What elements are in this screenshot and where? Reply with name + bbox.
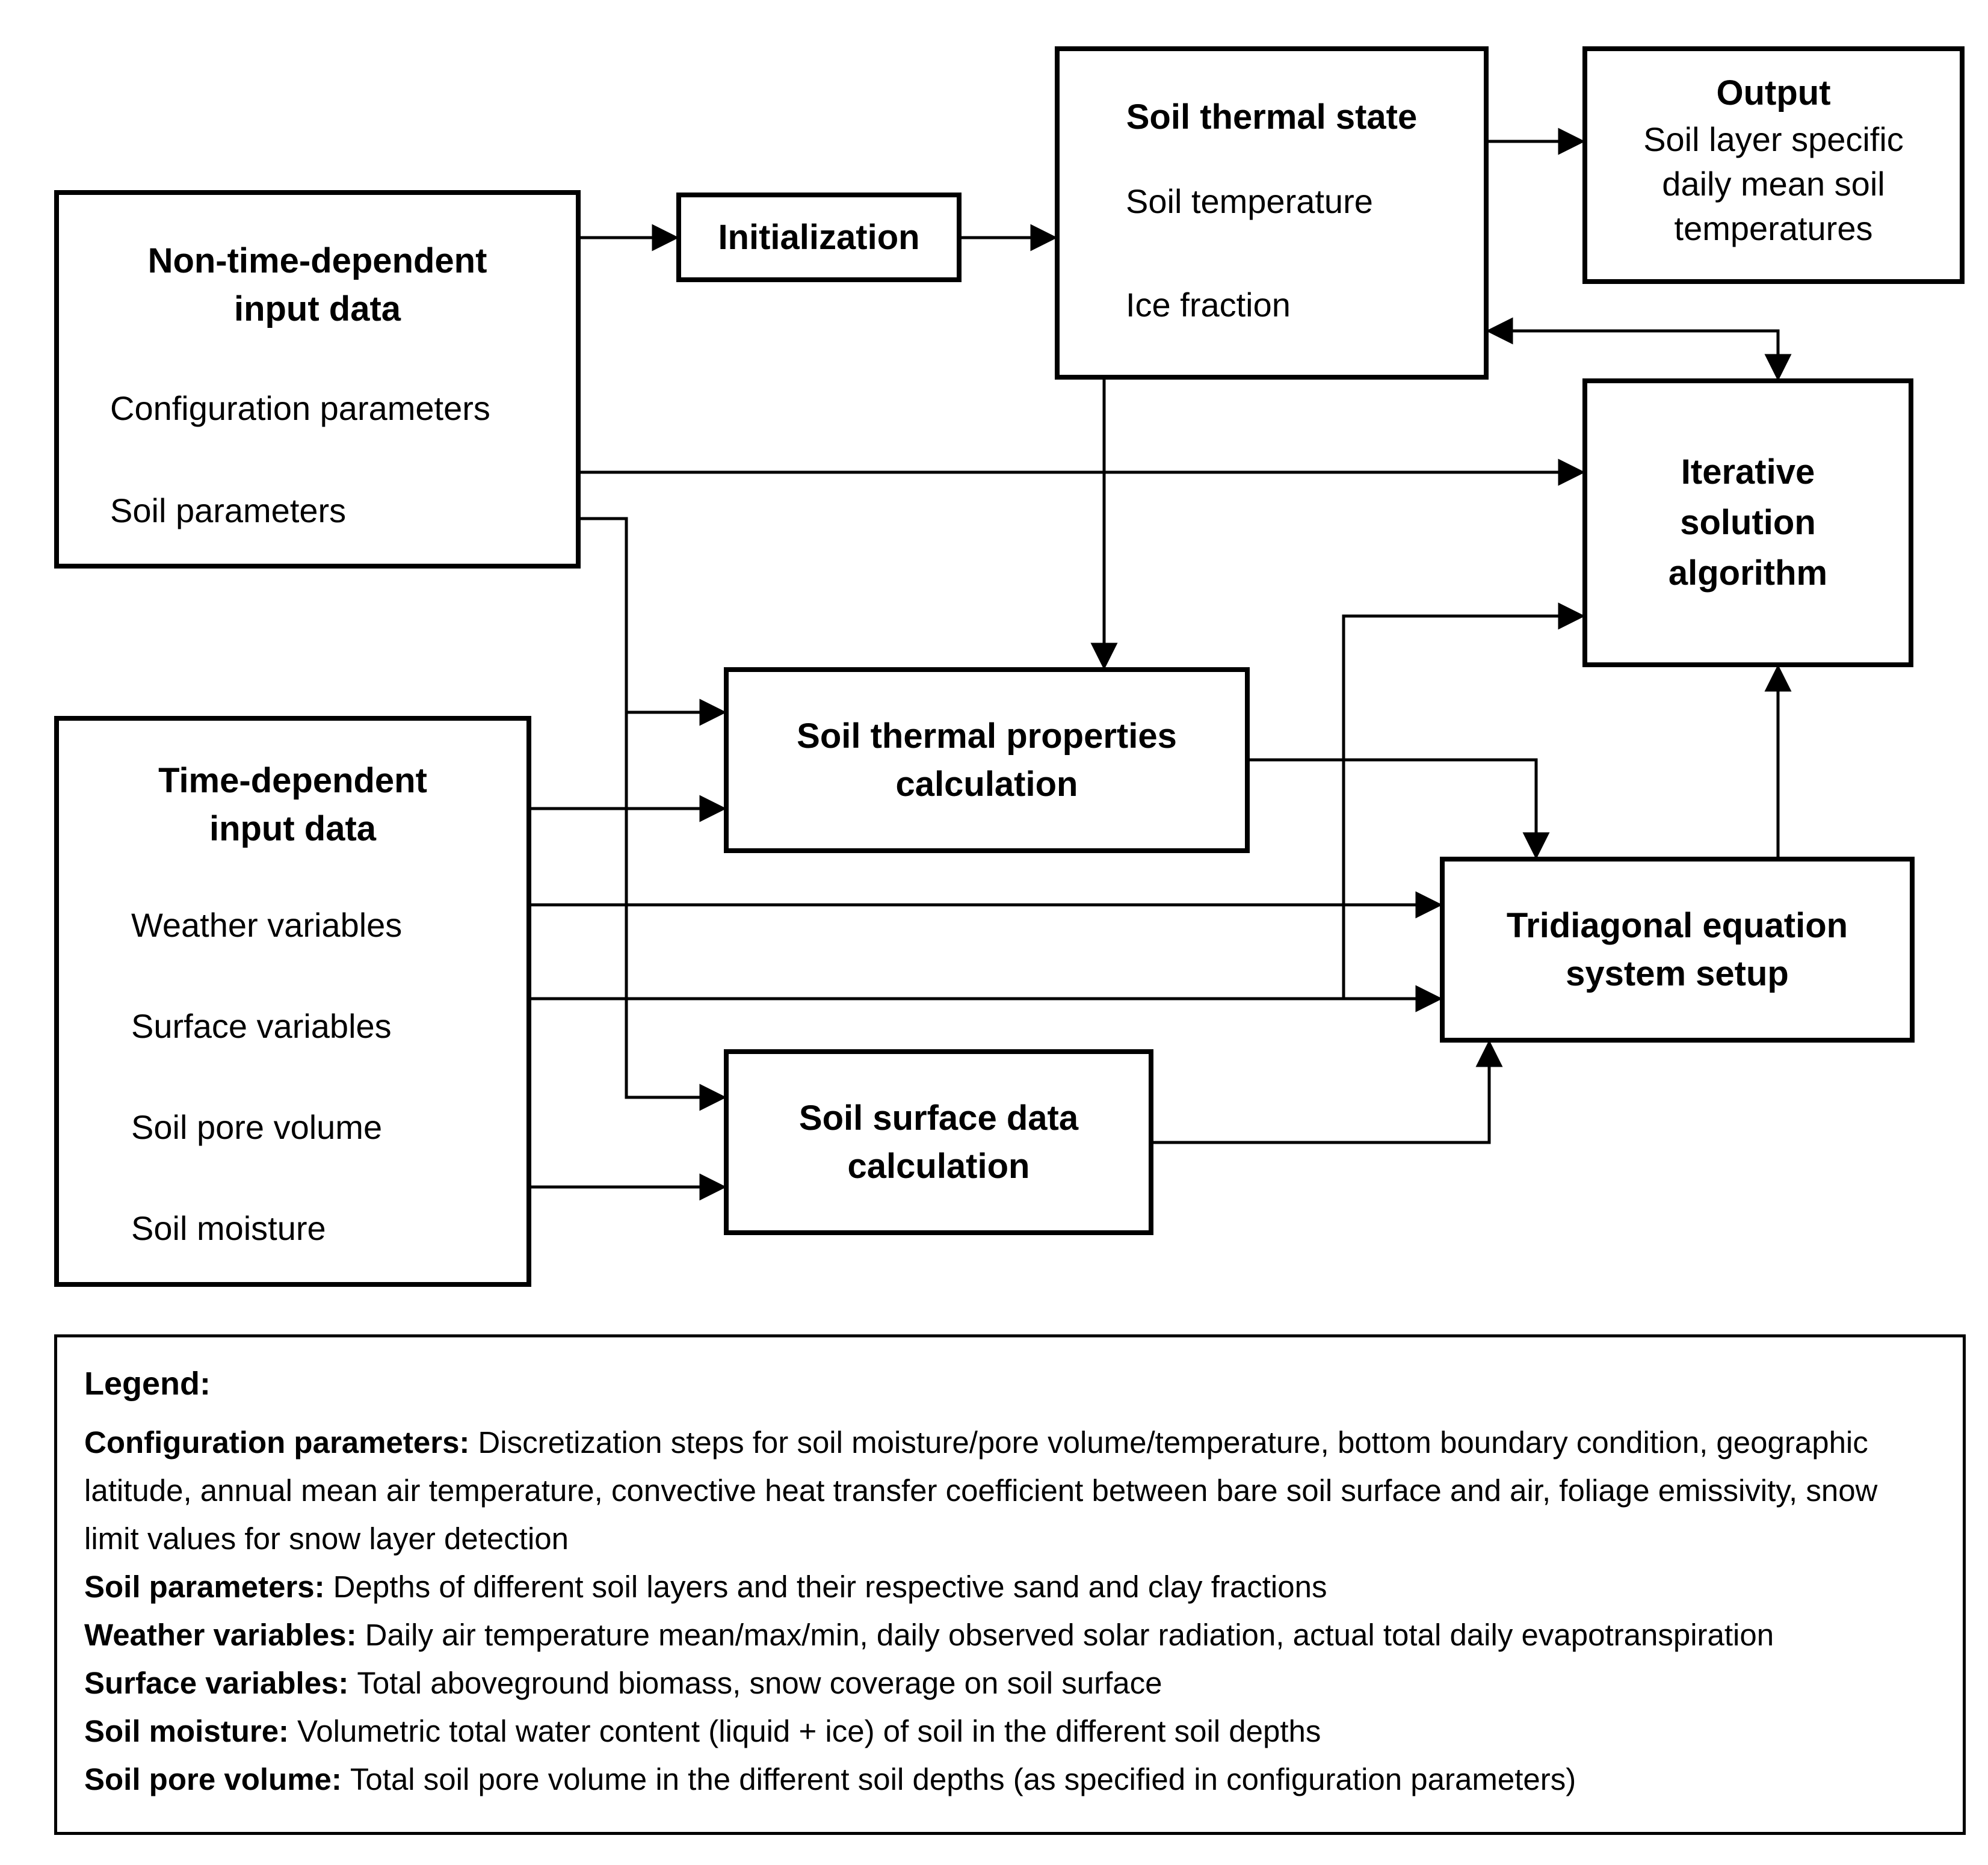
item-ice-fraction: Ice fraction: [1126, 286, 1291, 324]
legend: [54, 1334, 1966, 1835]
box-item-list: [1060, 177, 1484, 329]
box-title-line: solution: [1680, 503, 1816, 542]
arrow-surface-to-tridiagonal: [1153, 1043, 1489, 1142]
box-title-line: system setup: [1566, 954, 1789, 993]
legend-text: Volumetric total water content (liquid + ice) of soil in the different soil depths: [297, 1714, 1321, 1748]
box-iterative-solution-algorithm: [1582, 378, 1913, 667]
box-title-line: Time-dependent: [158, 761, 427, 800]
legend-entry-surface-variables: [84, 1659, 1936, 1707]
legend-text: Discretization steps for soil moisture/pore volume/temperature, bottom boundary condition, geographic latitude, annual mean air temperature, convective heat transfer coefficient between bare soil surface and air, foliage emissivity, snow limit values for snow layer detection: [84, 1425, 1878, 1556]
box-time-dependent-input-data: [54, 716, 531, 1287]
box-item-list: [59, 384, 576, 535]
legend-term: Soil pore volume:: [84, 1762, 342, 1796]
legend-heading: Legend:: [84, 1366, 211, 1402]
box-title-line: Tridiagonal equation: [1506, 905, 1848, 945]
arrow-state-iterative-bidirectional: [1489, 331, 1778, 378]
output-line: daily mean soil: [1662, 165, 1885, 203]
output-line: temperatures: [1674, 209, 1873, 247]
box-soil-thermal-properties-calculation: [724, 667, 1250, 853]
item-soil-parameters: Soil parameters: [110, 492, 347, 529]
box-soil-thermal-state: [1055, 46, 1489, 380]
box-title-line: Iterative: [1681, 452, 1815, 492]
item-surface-variables: Surface variables: [131, 1007, 392, 1045]
legend-term: Soil parameters:: [84, 1570, 325, 1604]
item-soil-pore-volume: Soil pore volume: [131, 1108, 383, 1146]
box-title-line: Non-time-dependent: [147, 241, 487, 280]
item-soil-moisture: Soil moisture: [131, 1209, 326, 1247]
item-configuration-parameters: Configuration parameters: [110, 389, 490, 427]
legend-term: Surface variables:: [84, 1666, 349, 1700]
box-output: [1582, 46, 1965, 284]
box-title: Soil thermal state: [1126, 97, 1418, 137]
legend-entry-soil-parameters: [84, 1563, 1936, 1611]
output-line: Soil layer specific: [1643, 120, 1904, 158]
legend-term: Configuration parameters:: [84, 1425, 470, 1460]
legend-entry-soil-pore-volume: [84, 1756, 1936, 1804]
legend-entry-weather-variables: [84, 1611, 1936, 1659]
box-title: [59, 237, 576, 333]
box-soil-surface-data-calculation: [724, 1049, 1153, 1235]
box-title: Initialization: [718, 217, 920, 257]
box-tridiagonal-equation-system-setup: [1440, 857, 1915, 1043]
legend-entry-soil-moisture: [84, 1707, 1936, 1756]
box-title-line: algorithm: [1668, 553, 1828, 593]
box-initialization: [676, 193, 962, 282]
box-title-line: input data: [209, 809, 377, 848]
box-title-line: input data: [233, 289, 401, 328]
legend-term: Soil moisture:: [84, 1714, 289, 1748]
legend-text: Total aboveground biomass, snow coverage on soil surface: [357, 1666, 1162, 1700]
legend-entry-configuration-parameters: [84, 1419, 1936, 1563]
legend-text: Depths of different soil layers and their respective sand and clay fractions: [333, 1570, 1327, 1604]
legend-term: Weather variables:: [84, 1618, 357, 1652]
item-soil-temperature: Soil temperature: [1126, 182, 1373, 220]
box-item-list: [59, 901, 526, 1253]
legend-text: Daily air temperature mean/max/min, daily observed solar radiation, actual total daily evapotranspiration: [365, 1618, 1774, 1652]
item-weather-variables: Weather variables: [131, 906, 403, 944]
box-title-line: Soil surface data: [798, 1098, 1079, 1138]
box-non-time-dependent-input-data: [54, 190, 581, 569]
box-title-line: calculation: [847, 1146, 1030, 1186]
box-title-line: Soil thermal properties: [797, 716, 1177, 756]
legend-text: Total soil pore volume in the different soil depths (as specified in configuration parameters): [350, 1762, 1576, 1796]
box-title-line: calculation: [895, 764, 1078, 804]
box-title: Output: [1716, 73, 1831, 113]
arrow-properties-to-tridiagonal: [1250, 760, 1536, 857]
box-title: [59, 757, 526, 853]
